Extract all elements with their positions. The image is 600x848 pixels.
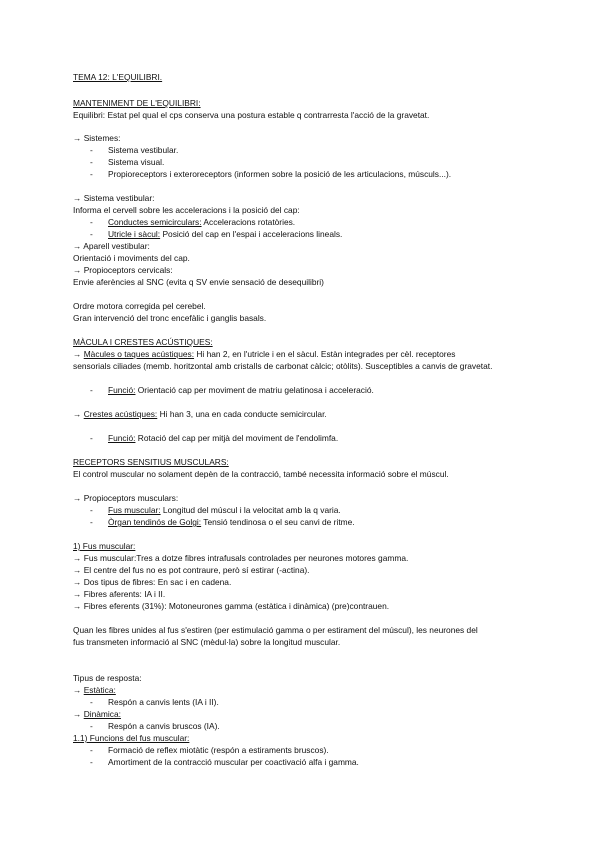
- bullet-dash: -: [90, 517, 93, 527]
- vestibular-description: Informa el cervell sobre les acceleracions i la posició del cap:: [73, 205, 300, 215]
- term-crestes: Crestes acústiques:: [83, 409, 158, 419]
- fus-line: → Dos tipus de fibres: En sac i en cadena.: [73, 577, 232, 587]
- bullet-dash: -: [90, 217, 93, 227]
- arrow: →: [73, 409, 84, 419]
- fus-line: → Fus muscular:Tres a dotze fibres intrafusals controlades per neurones motores gamma.: [73, 553, 409, 563]
- term-golgi: Òrgan tendinós de Golgi:: [108, 517, 202, 527]
- term-conductes-text: Acceleracions rotatòries.: [201, 217, 296, 227]
- macules-text: Hi han 2, en l'utricle i en el sàcul. Estàn integrades per cèl. receptores: [194, 349, 456, 359]
- term-fus: Fus muscular:: [108, 505, 161, 515]
- bullet-dash: -: [90, 229, 93, 239]
- bullet-dash: -: [90, 169, 93, 179]
- list-item: [108, 505, 341, 515]
- macules-line: [73, 349, 455, 359]
- arrow: →: [73, 349, 84, 359]
- list-item: Sistema visual.: [108, 157, 165, 167]
- propioceptors-label: → Propioceptors cervicals:: [73, 265, 173, 275]
- list-item: [108, 229, 342, 239]
- bullet-dash: -: [90, 157, 93, 167]
- bullet-dash: -: [90, 721, 93, 731]
- section-heading-manteniment: MANTENIMENT DE L'EQUILIBRI:: [73, 98, 201, 108]
- term-macules: Màcules o taques acústiques:: [83, 349, 195, 359]
- list-item: [108, 433, 338, 443]
- term-utricle-text: Posició del cap en l'espai i acceleracions lineals.: [160, 229, 343, 239]
- control-line: El control muscular no solament depèn de la contracció, també necessita informació sobre el múscul.: [73, 469, 449, 479]
- section-heading-fus: 1) Fus muscular:: [73, 541, 136, 551]
- bullet-dash: -: [90, 433, 93, 443]
- arrow: →: [73, 685, 84, 695]
- gran-line: Gran intervenció del tronc encefàlic i ganglis basals.: [73, 313, 267, 323]
- dinamica-line: [73, 709, 121, 719]
- crestes-text: Hi han 3, una en cada conducte semicircular.: [157, 409, 327, 419]
- list-item: Propioreceptors i exteroreceptors (informen sobre la posició de les articulacions, músculs...).: [108, 169, 452, 179]
- funcio-text: Orientació cap per moviment de matriu gelatinosa i acceleració.: [135, 385, 374, 395]
- crestes-line: [73, 409, 327, 419]
- propioceptors-description: Envie aferències al SNC (evita q SV envie sensació de desequilibri): [73, 277, 324, 287]
- term-conductes: Conductes semicirculars:: [108, 217, 202, 227]
- term-estatica: Estàtica:: [83, 685, 116, 695]
- term-fus-text: Longitud del múscul i la velocitat amb la q varia.: [160, 505, 341, 515]
- tipus-label: Tipus de resposta:: [73, 673, 142, 683]
- list-item: Respón a canvis bruscos (IA).: [108, 721, 220, 731]
- list-item: [108, 517, 355, 527]
- term-funcio: Funció:: [108, 433, 136, 443]
- list-item: Formació de reflex miotàtic (respón a estiraments bruscos).: [108, 745, 329, 755]
- sistemes-label: → Sistemes:: [73, 133, 121, 143]
- fus-line: → Fibres aferents: IA i II.: [73, 589, 166, 599]
- aparell-label: → Aparell vestibular:: [73, 241, 150, 251]
- bullet-dash: -: [90, 385, 93, 395]
- list-item: Amortiment de la contracció muscular per coactivació alfa i gamma.: [108, 757, 359, 767]
- term-utricle: Utricle i sàcul:: [108, 229, 161, 239]
- list-item: Respón a canvis lents (IA i II).: [108, 697, 219, 707]
- definition-equilibri: Equilibri: Estat pel qual el cps conserva una postura estable q contrarresta l'acció de la gravetat.: [73, 110, 430, 120]
- bullet-dash: -: [90, 745, 93, 755]
- macules-line-2: sensorials ciliades (memb. horitzontal amb cristalls de carbonat càlcic; otòlits). Susceptibles a canvis de gravetat.: [73, 361, 493, 371]
- bullet-dash: -: [90, 757, 93, 767]
- document-title: TEMA 12: L'EQUILIBRI.: [73, 72, 163, 82]
- aparell-description: Orientació i moviments del cap.: [73, 253, 190, 263]
- bullet-dash: -: [90, 505, 93, 515]
- bullet-dash: -: [90, 145, 93, 155]
- funcio-text: Rotació del cap per mitjà del moviment de l'endolimfa.: [135, 433, 339, 443]
- list-item: [108, 385, 374, 395]
- ordre-line: Ordre motora corregida pel cerebel.: [73, 301, 206, 311]
- term-golgi-text: Tensió tendinosa o el seu canvi de ritme.: [201, 517, 355, 527]
- list-item: Sistema vestibular.: [108, 145, 179, 155]
- funcions-heading: 1.1) Funcions del fus muscular:: [73, 733, 190, 743]
- arrow: →: [73, 709, 84, 719]
- bullet-dash: -: [90, 697, 93, 707]
- fus-line: → El centre del fus no es pot contraure, però sí estirar (-actina).: [73, 565, 310, 575]
- section-heading-macula: MÀCULA I CRESTES ACÚSTIQUES:: [73, 337, 213, 347]
- estatica-line: [73, 685, 116, 695]
- quan-line-2: fus transmeten informació al SNC (mèdul·la) sobre la longitud muscular.: [73, 637, 341, 647]
- term-dinamica: Dinàmica:: [83, 709, 121, 719]
- term-funcio: Funció:: [108, 385, 136, 395]
- section-heading-receptors: RECEPTORS SENSITIUS MUSCULARS:: [73, 457, 229, 467]
- list-item: [108, 217, 295, 227]
- quan-line-1: Quan les fibres unides al fus s'estiren (per estimulació gamma o per estirament del múscul), les neurones del: [73, 625, 478, 635]
- vestibular-label: → Sistema vestibular:: [73, 193, 155, 203]
- propioceptors-musculars-label: → Propioceptors musculars:: [73, 493, 179, 503]
- fus-line: → Fibres eferents (31%): Motoneurones gamma (estàtica i dinàmica) (pre)contrauen.: [73, 601, 390, 611]
